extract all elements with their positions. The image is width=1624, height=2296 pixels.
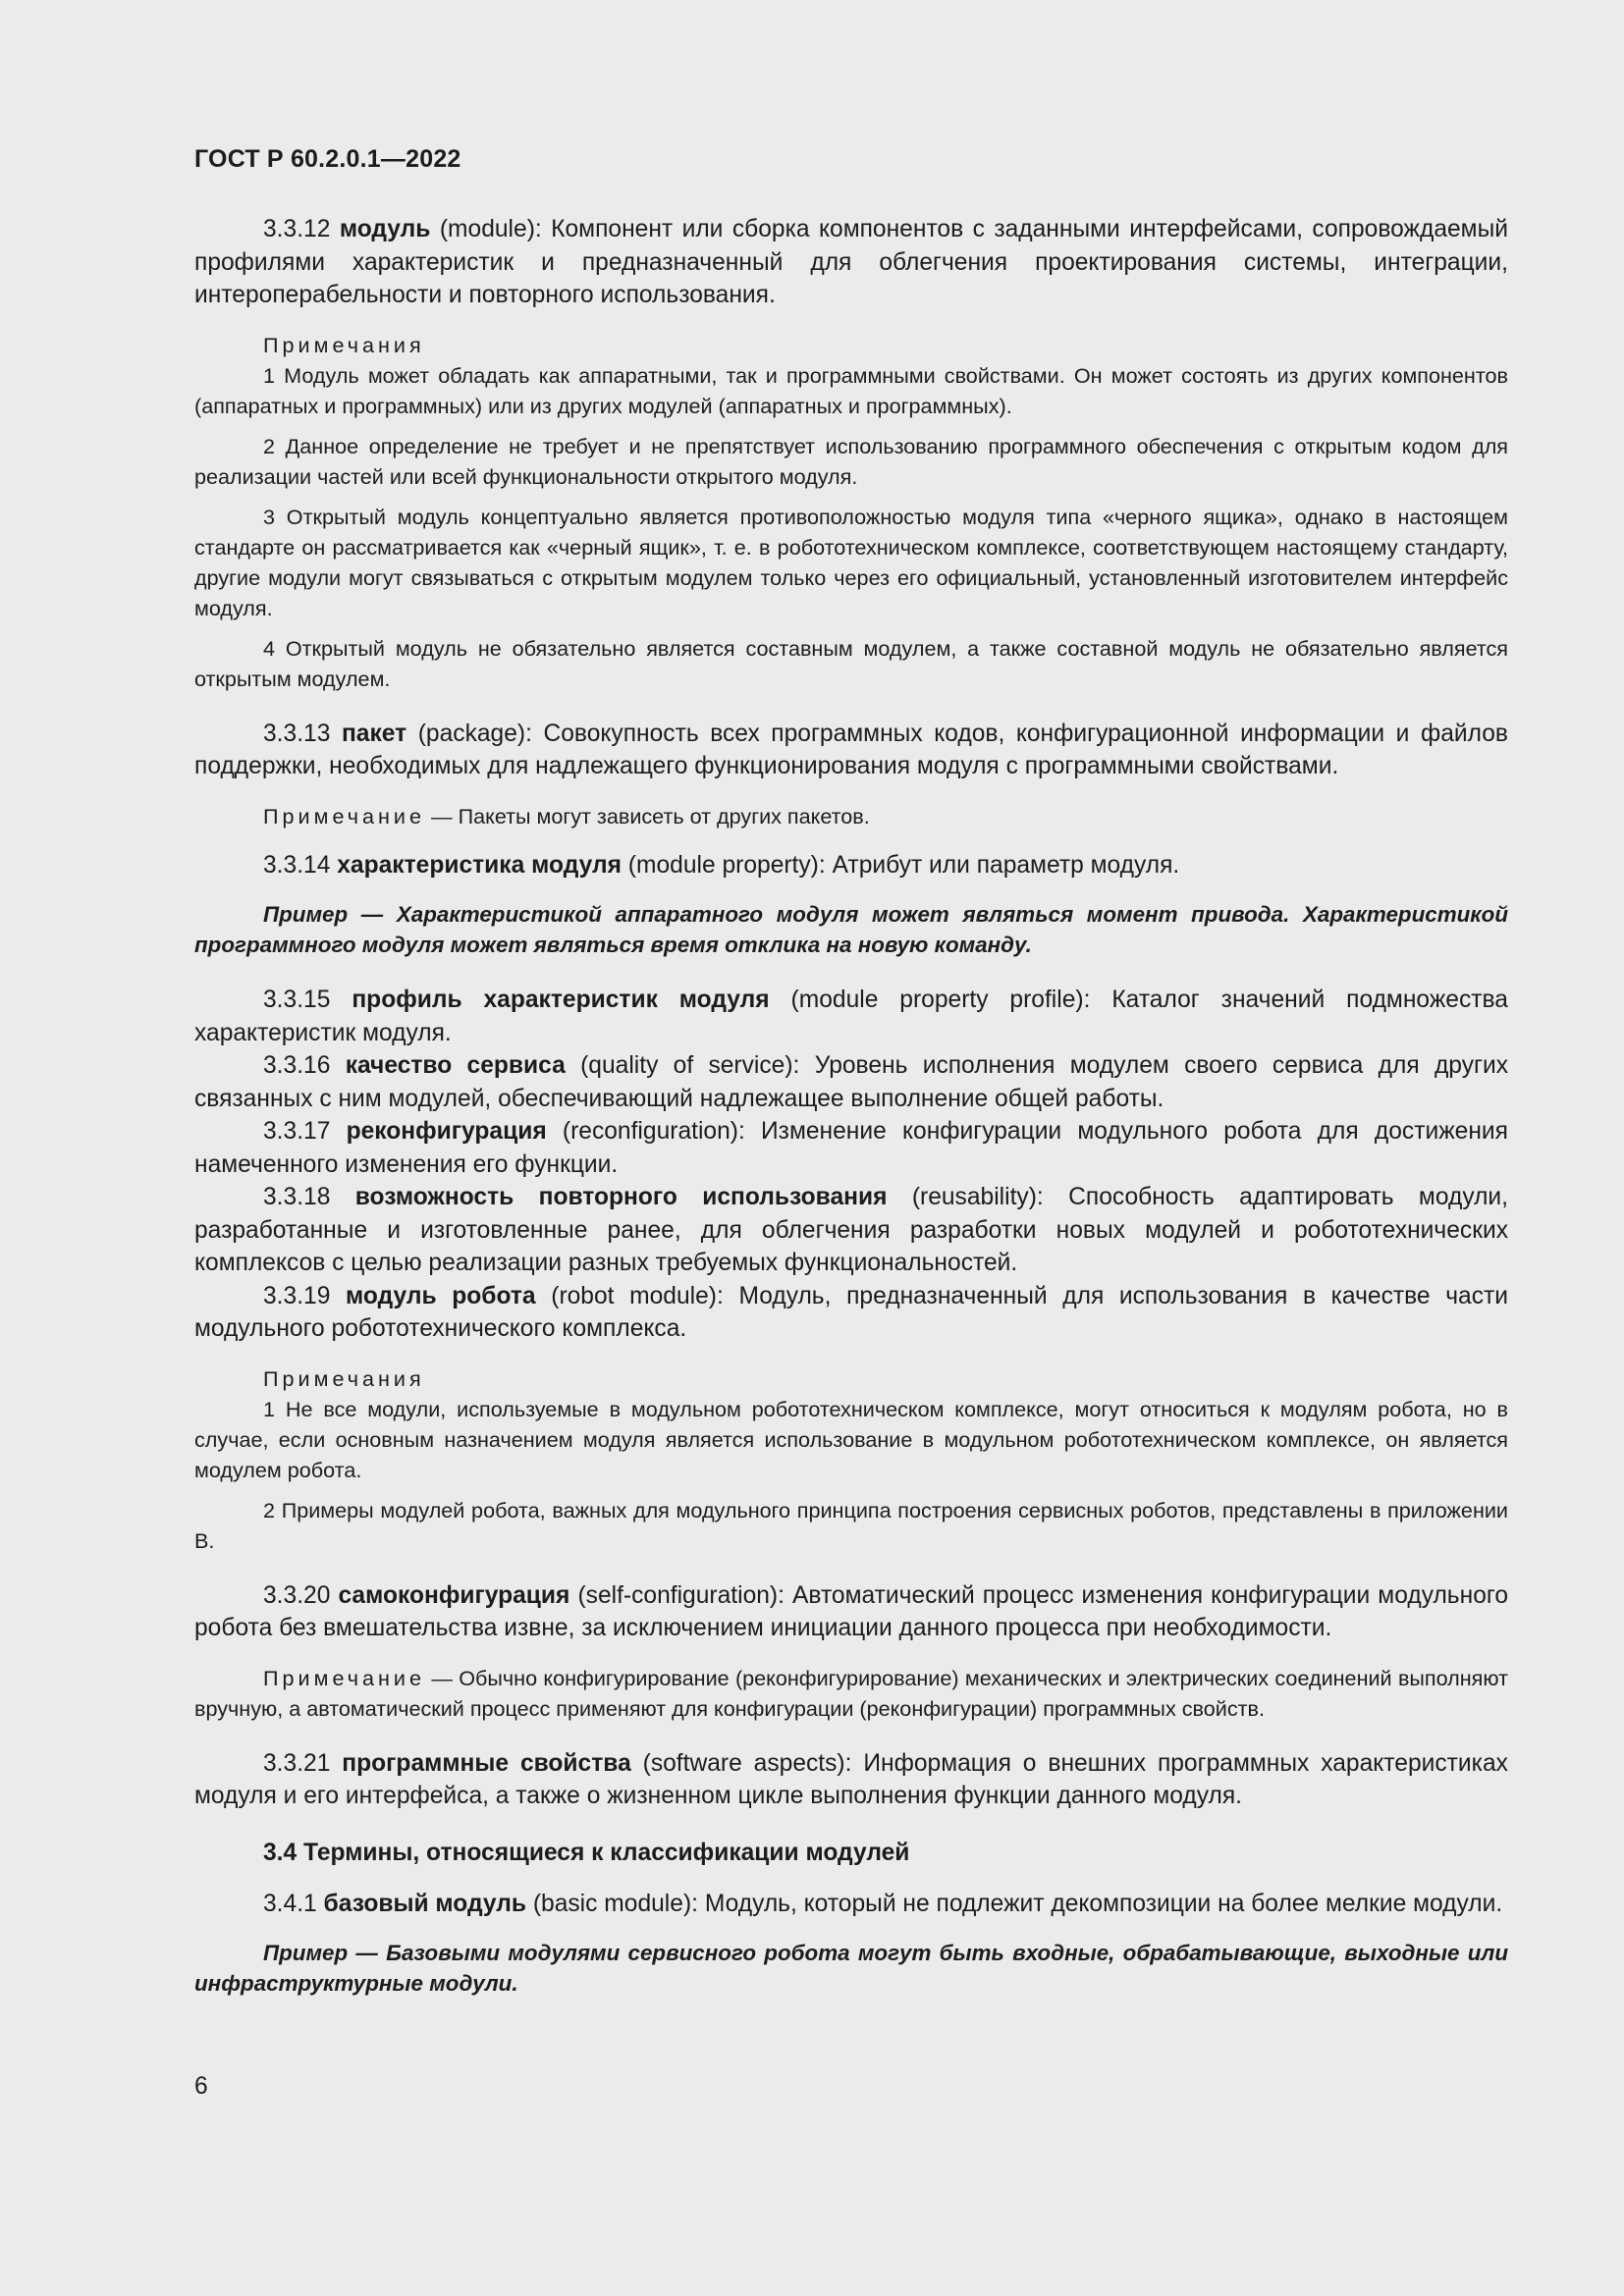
term-number: 3.3.19 <box>263 1282 331 1309</box>
term-english: (module property): <box>627 851 826 879</box>
note-item: 2 Примеры модулей робота, важных для модульного принципа построения сервисных роботов, представлены в приложении В. <box>194 1497 1508 1553</box>
note-item: 3 Открытый модуль концептуально является противоположностью модуля типа «черного ящика», однако в настоящем стандарте он рассматривается как «черный ящик», т. е. в робототехническом комплексе, соответствующем настоящему стандарту, другие модули могут связываться с открытым модулем только через его официальный, установленный изготовителем интерфейс модуля. <box>194 504 1508 620</box>
term-number: 3.3.18 <box>263 1184 331 1210</box>
term-3-3-21 <box>194 1747 1508 1813</box>
term-name: базовый модуль <box>323 1890 526 1917</box>
term-english: (basic module): <box>532 1890 698 1917</box>
note-label: Примечание <box>263 1665 425 1690</box>
term-name: профиль характеристик модуля <box>352 987 770 1013</box>
term-definition: Изменение конфигурации модульного робота для достижения намеченного изменения его функции. <box>194 1118 1508 1178</box>
term-definition: Атрибут или параметр модуля. <box>832 851 1180 879</box>
note-item: 4 Открытый модуль не обязательно является составным модулем, а также составной модуль не обязательно является открытым модулем. <box>194 635 1508 691</box>
term-definition: Модуль, который не подлежит декомпозиции на более мелкие модули. <box>704 1890 1503 1917</box>
document-header: ГОСТ Р 60.2.0.1—2022 <box>194 145 461 173</box>
term-name: реконфигурация <box>346 1118 547 1145</box>
note-single <box>194 1663 1508 1724</box>
term-3-3-14 <box>194 849 1508 882</box>
term-definition: Способность адаптировать модули, разработанные и изготовленные ранее, для облегчения разработки новых модулей и робототехнических комплексов с целью реализации разных требуемых функциональностей. <box>194 1184 1508 1276</box>
term-definition: Компонент или сборка компонентов с заданными интерфейсами, сопровождаемый профилями характеристик и предназначенный для облегчения проектирования системы, интеграции, интероперабельности и повторного использования. <box>194 216 1508 308</box>
term-english: (quality of service): <box>580 1052 800 1079</box>
term-english: (robot module): <box>551 1282 724 1309</box>
example-text: Пример — Базовыми модулями сервисного робота могут быть входные, обрабатывающие, выходные или инфраструктурные модули. <box>194 1941 1508 1996</box>
term-name: самоконфигурация <box>338 1581 570 1609</box>
document-page <box>194 145 1508 1999</box>
term-3-3-15 <box>194 984 1508 1049</box>
term-english: (self-configuration): <box>577 1581 785 1609</box>
term-number: 3.3.20 <box>263 1581 331 1609</box>
note-label: Примечание <box>263 803 425 828</box>
term-number: 3.3.14 <box>263 851 331 879</box>
term-3-3-12 <box>194 213 1508 312</box>
section-heading: 3.4 Термины, относящиеся к классификации модулей <box>263 1839 910 1866</box>
term-3-3-20 <box>194 1579 1508 1645</box>
term-definition: Уровень исполнения модулем своего сервиса для других связанных с ним модулей, обеспечивающий надлежащее выполнение общей работы. <box>194 1052 1509 1112</box>
note-item: 2 Данное определение не требует и не препятствует использованию программного обеспечения с открытым кодом для реализации частей или всей функциональности открытого модуля. <box>194 433 1508 489</box>
term-3-3-17 <box>194 1115 1508 1181</box>
term-number: 3.3.17 <box>263 1118 331 1145</box>
term-3-3-13 <box>194 718 1508 783</box>
term-name: модуль робота <box>346 1282 536 1309</box>
term-number: 3.3.21 <box>263 1749 331 1777</box>
term-definition: Совокупность всех программных кодов, конфигурационной информации и файлов поддержки, необходимых для надлежащего функционирования модуля с программными свойствами. <box>194 720 1508 779</box>
term-english: (reconfiguration): <box>562 1118 745 1145</box>
page-number: 6 <box>194 2073 208 2100</box>
term-number: 3.3.15 <box>263 987 331 1013</box>
term-english: (module): <box>439 216 542 242</box>
term-3-3-18 <box>194 1181 1508 1280</box>
term-definition: Информация о внешних программных характеристиках модуля и его интерфейса, а также о жизненном цикле выполнения функции данного модуля. <box>194 1749 1508 1809</box>
term-definition: Автоматический процесс изменения конфигурации модульного робота без вмешательства извне, за исключением инициации данного процесса при необходимости. <box>194 1581 1508 1641</box>
term-english: (software aspects): <box>642 1749 852 1777</box>
term-name: модуль <box>339 216 431 242</box>
term-number: 3.3.13 <box>263 720 331 747</box>
note-item: 1 Не все модули, используемые в модульном робототехническом комплексе, могут относиться к модулям робота, но в случае, если основным назначением модуля является использование в модульном робототехническом комплексе, он является модулем робота. <box>194 1396 1508 1482</box>
note-single <box>194 801 1508 831</box>
term-english: (package): <box>417 720 532 747</box>
note-text: — Обычно конфигурирование (реконфигурирование) механических и электрических соединений выполняют вручную, а автоматический процесс применяют для конфигурации (реконфигурации) программных свойств. <box>194 1665 1508 1721</box>
note-item: 1 Модуль может обладать как аппаратными, так и программными свойствами. Он может состоять из других компонентов (аппаратных и программных) или из других модулей (аппаратных и программных). <box>194 362 1508 418</box>
term-name: программные свойства <box>342 1749 631 1777</box>
term-number: 3.3.16 <box>263 1052 331 1079</box>
note-text: — Пакеты могут зависеть от других пакетов. <box>431 803 870 828</box>
term-name: качество сервиса <box>345 1052 566 1079</box>
term-definition: Каталог значений подмножества характеристик модуля. <box>194 987 1508 1046</box>
term-3-3-16 <box>194 1049 1508 1115</box>
term-3-3-19 <box>194 1280 1508 1346</box>
term-3-4-1 <box>194 1888 1508 1921</box>
term-name: возможность повторного использования <box>354 1184 888 1210</box>
term-name: характеристика модуля <box>337 851 622 879</box>
term-number: 3.3.12 <box>263 216 331 242</box>
notes-heading: Примечания <box>263 332 425 357</box>
term-name: пакет <box>341 720 407 747</box>
term-definition: Модуль, предназначенный для использования в качестве части модульного робототехнического комплекса. <box>194 1282 1509 1342</box>
term-number: 3.4.1 <box>263 1890 317 1917</box>
notes-heading: Примечания <box>263 1365 425 1391</box>
term-english: (reusability): <box>911 1184 1044 1210</box>
term-english: (module property profile): <box>790 987 1091 1013</box>
example-text: Пример — Характеристикой аппаратного модуля может являться момент привода. Характеристикой программного модуля может являться время отклика на новую команду. <box>194 902 1508 957</box>
